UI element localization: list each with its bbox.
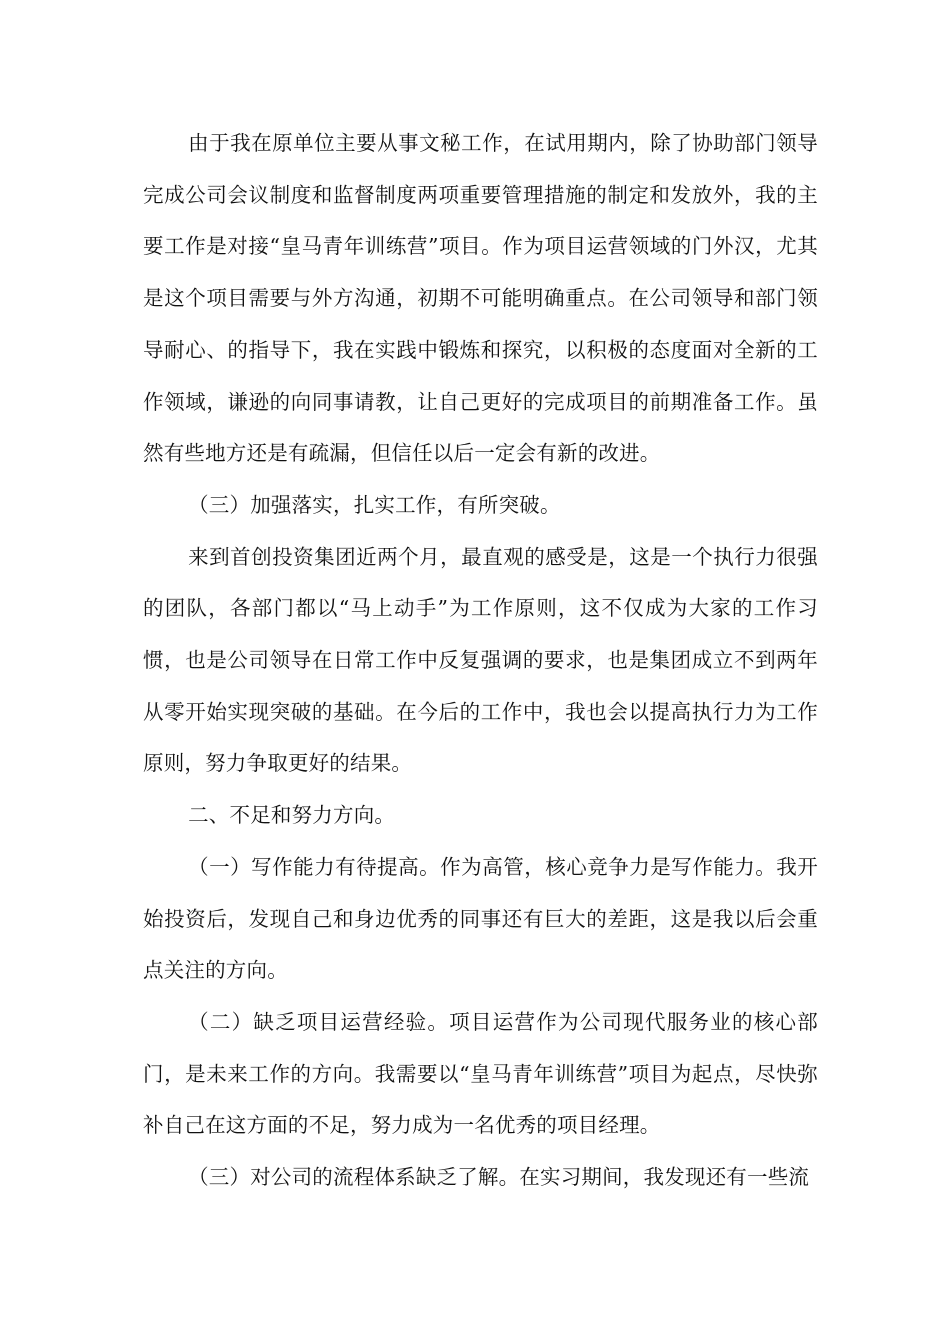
paragraph-heading-shortcomings: 二、不足和努力方向。 [188,803,396,828]
paragraph-heading-implementation: （三）加强落实，扎实工作，有所突破。 [188,492,561,517]
paragraph-writing-ability: （一）写作能力有待提高。作为高管，核心竞争力是写作能力。我开始投资后，发现自己和身边优秀的同事还有巨大的差距，这是我以后会重点关注的方向。 [143,854,818,983]
paragraph-execution: 来到首创投资集团近两个月，最直观的感受是，这是一个执行力很强的团队，各部门都以“马上动手”为工作原则，这不仅成为大家的工作习惯，也是公司领导在日常工作中反复强调的要求，也是集团成立不到两年从零开始实现突破的基础。在今后的工作中，我也会以提高执行力为工作原则，努力争取更好的结果。 [143,544,818,776]
paragraph-process-system: （三）对公司的流程体系缺乏了解。在实习期间，我发现还有一些流 [188,1165,810,1190]
paragraph-project-experience: （二）缺乏项目运营经验。项目运营作为公司现代服务业的核心部门，是未来工作的方向。我需要以“皇马青年训练营”项目为起点，尽快弥补自己在这方面的不足，努力成为一名优秀的项目经理。 [143,1009,818,1138]
body-text [143,118,818,1204]
paragraph-probation-work: 由于我在原单位主要从事文秘工作，在试用期内，除了协助部门领导完成公司会议制度和监督制度两项重要管理措施的制定和发放外，我的主要工作是对接“皇马青年训练营”项目。作为项目运营领域的门外汉，尤其是这个项目需要与外方沟通，初期不可能明确重点。在公司领导和部门领导耐心、的指导下，我在实践中锻炼和探究，以积极的态度面对全新的工作领域，谦逊的向同事请教，让自己更好的完成项目的前期准备工作。虽然有些地方还是有疏漏，但信任以后一定会有新的改进。 [143,131,818,466]
